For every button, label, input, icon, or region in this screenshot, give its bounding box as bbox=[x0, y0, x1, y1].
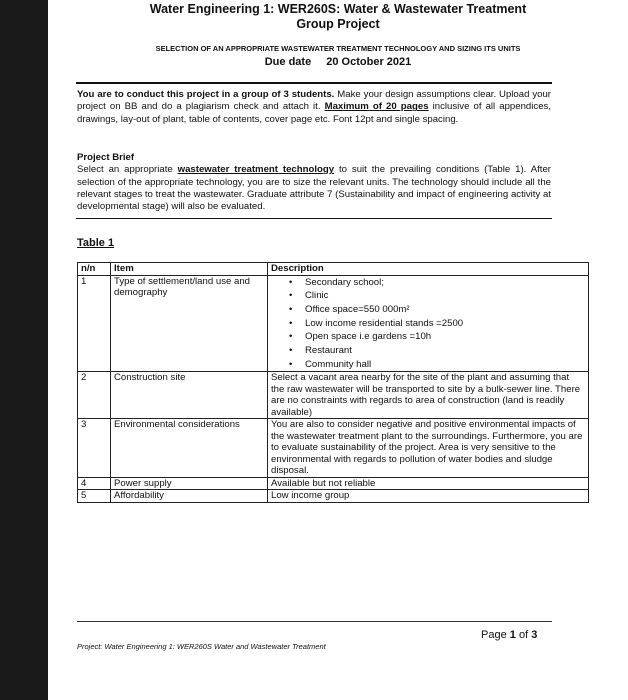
row-item: Environmental considerations bbox=[111, 419, 268, 478]
row-description bbox=[268, 275, 589, 372]
due-value: 20 October 2021 bbox=[326, 56, 412, 68]
project-brief bbox=[77, 152, 551, 213]
brief-heading: Project Brief bbox=[77, 152, 135, 163]
footer-rule bbox=[77, 621, 552, 622]
row-description: You are also to consider negative and positive environmental impacts of the wastewater treatment plant to the surroundings. Furthermore, you are to evaluate sustainability of the project. Area is very sensitive to the environmental with regards to pollution of water bodies and sludge disposal. bbox=[268, 419, 589, 478]
row-item: Power supply bbox=[111, 477, 268, 490]
row-item: Construction site bbox=[111, 372, 268, 419]
list-item: • Restaurant bbox=[305, 344, 585, 358]
table-row bbox=[78, 372, 589, 419]
instructions-text-1: Make your design assumptions clear. Upload your project on BB and do a plagiarism check and attach it. bbox=[77, 89, 552, 113]
list-item: • Clinic bbox=[305, 289, 585, 303]
course-title: Water Engineering 1: WER260S: Water & Wastewater Treatment bbox=[149, 2, 527, 16]
row-number: 3 bbox=[78, 419, 111, 478]
table-row bbox=[78, 490, 589, 503]
table-header-row bbox=[78, 263, 589, 276]
document-page bbox=[48, 0, 628, 700]
row-number: 4 bbox=[78, 477, 111, 490]
instructions-lead: You are to conduct this project in a group of 3 students. bbox=[77, 89, 335, 100]
page-number bbox=[481, 629, 537, 641]
row-item: Affordability bbox=[111, 490, 268, 503]
list-item: • Low income residential stands =2500 bbox=[305, 317, 585, 331]
top-rule bbox=[76, 82, 552, 84]
list-item: • Office space=550 000m² bbox=[305, 303, 585, 317]
brief-text-1: Select an appropriate bbox=[77, 164, 178, 176]
instructions-text-2: inclusive of all appendices, drawings, lay-out of plant, table of contents, cover page etc. Font 12pt and single spacing. bbox=[77, 101, 551, 125]
brief-text-2: to suit the prevailing conditions (Table 1). After selection of the appropriate technology, you are to size the relevant units. The technology should include all the relevant stages to treat the wastewater. Graduate attribute 7 (Sustainability and impact of engineering activity at developmental stage) will also be evaluated. bbox=[77, 164, 551, 213]
due-date-line bbox=[48, 56, 628, 68]
settlement-list bbox=[271, 276, 585, 372]
page-of: of bbox=[518, 629, 529, 641]
due-label: Due date bbox=[264, 56, 312, 68]
project-subtitle: SELECTION OF AN APPROPRIATE WASTEWATER TREATMENT TECHNOLOGY AND SIZING ITS UNITS bbox=[155, 44, 521, 53]
instructions-paragraph bbox=[77, 89, 551, 126]
list-item: • Open space i.e gardens =10h bbox=[305, 330, 585, 344]
table-label: Table 1 bbox=[77, 237, 115, 249]
technology-emphasis: wastewater treatment technology bbox=[177, 164, 335, 176]
row-item: Type of settlement/land use and demography bbox=[111, 275, 268, 372]
page-footer: Project: Water Engineering 1: WER260S Water and Wastewater Treatment bbox=[77, 642, 326, 651]
page-prefix: Page bbox=[481, 629, 507, 641]
list-item: • Secondary school; bbox=[305, 276, 585, 290]
row-number: 1 bbox=[78, 275, 111, 372]
table-row bbox=[78, 275, 589, 372]
header-number: n/n bbox=[78, 263, 111, 276]
page-current: 1 bbox=[509, 629, 516, 641]
table-row bbox=[78, 419, 589, 478]
project-type: Group Project bbox=[296, 17, 380, 31]
list-item: • Community hall bbox=[305, 358, 585, 372]
table-row bbox=[78, 477, 589, 490]
row-description: Available but not reliable bbox=[268, 477, 589, 490]
header-item: Item bbox=[111, 263, 268, 276]
max-pages-note: Maximum of 20 pages bbox=[324, 101, 429, 113]
page-total: 3 bbox=[531, 629, 538, 641]
row-description: Low income group bbox=[268, 490, 589, 503]
conditions-table bbox=[77, 262, 589, 503]
header-description: Description bbox=[268, 263, 589, 276]
row-number: 5 bbox=[78, 490, 111, 503]
row-description: Select a vacant area nearby for the site of the plant and assuming that the raw wastewater will be transported to site by a bulk-sewer line. There are no constraints with regards to area of construction (land is readily available) bbox=[268, 372, 589, 419]
brief-rule bbox=[76, 218, 552, 219]
row-number: 2 bbox=[78, 372, 111, 419]
